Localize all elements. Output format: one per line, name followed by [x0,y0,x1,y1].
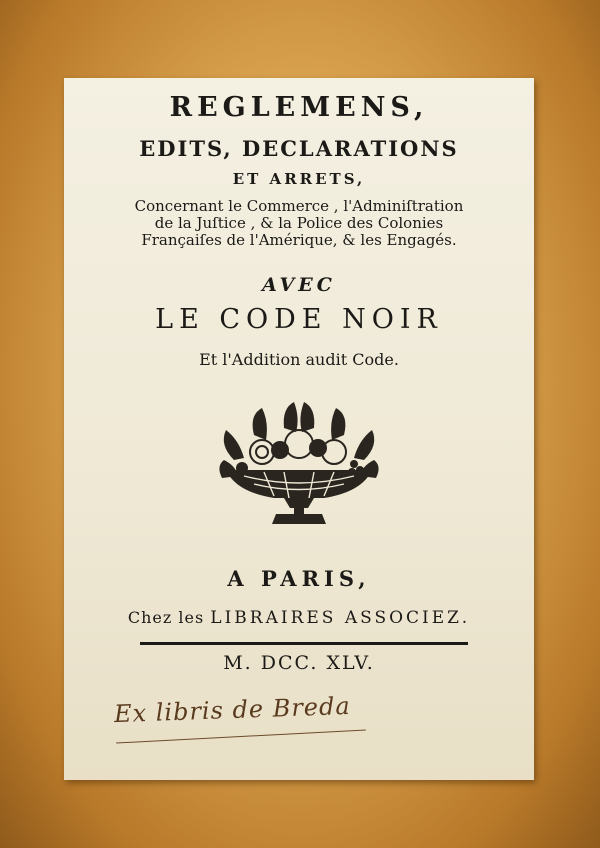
imprint-date: M. DCC. XLV. [223,652,375,674]
description-line-2: de la Juſtice , & la Police des Colonies [154,214,444,232]
imprint-city: A PARIS, [227,566,371,591]
code-noir-title: LE CODE NOIR [155,304,443,335]
title-line-2: EDITS, DECLARATIONS [139,136,459,161]
signature-underline [116,729,366,743]
imprint-libraires: LIBRAIRES ASSOCIEZ. [210,608,471,628]
title-line-1: REGLEMENS, [169,92,429,123]
description-line-1: Concernant le Commerce , l'Adminiſtration [134,197,464,215]
fruit-basket-icon [214,400,384,530]
imprint-publisher [64,608,534,628]
divider-rule [140,642,468,645]
title-line-3: ET ARRETS, [232,170,366,188]
description-line-3: Françaiſes de l'Amérique, & les Engagés. [141,231,457,249]
addition-subtitle: Et l'Addition audit Code. [199,350,399,369]
avec-label: AVEC [262,274,336,296]
title-page [64,78,534,780]
imprint-chez: Chez les [127,608,205,627]
description [64,198,534,249]
handwritten-signature: Ex libris de Breda [113,691,352,729]
